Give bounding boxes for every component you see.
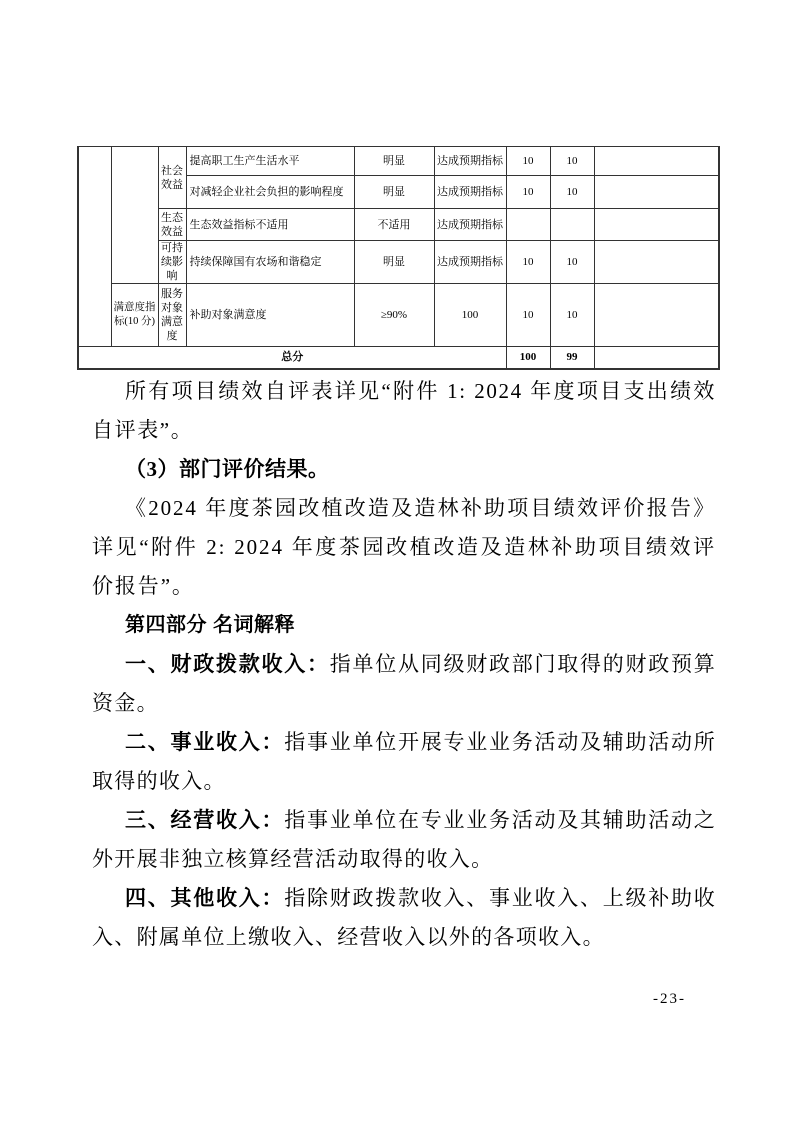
cell-group-sustainability: 可持续影响 <box>158 241 186 284</box>
cell-completion: 达成预期指标 <box>434 209 506 241</box>
term-label: 二、事业收入： <box>125 730 285 754</box>
paragraph-self-eval-note: 所有项目绩效自评表详见“附件 1: 2024 年度项目支出绩效自评表”。 <box>92 379 716 442</box>
cell-subcategory-continued <box>111 147 158 284</box>
term-operating-income <box>92 723 716 801</box>
cell-note <box>594 241 719 284</box>
table-row <box>78 284 719 347</box>
cell-target: 明显 <box>354 147 434 176</box>
cell-score: 10 <box>550 241 594 284</box>
cell-satisfaction-category: 满意度指标(10 分) <box>111 284 158 347</box>
cell-points: 10 <box>506 241 550 284</box>
cell-total-points: 100 <box>506 347 550 369</box>
table-row <box>78 147 719 176</box>
term-label: 三、经营收入： <box>125 808 285 832</box>
cell-score: 10 <box>550 147 594 176</box>
table-row <box>78 209 719 241</box>
cell-completion: 100 <box>434 284 506 347</box>
term-definition: 指事业单位开展专业业务活动及辅助活动所取得的收入。 <box>92 730 716 793</box>
term-label: 四、其他收入： <box>125 886 285 910</box>
cell-target: ≥90% <box>354 284 434 347</box>
heading-part4-glossary: 第四部分 名词解释 <box>125 614 296 636</box>
cell-points: 10 <box>506 147 550 176</box>
paragraph-eval-report-note: 《2024 年度茶园改植改造及造林补助项目绩效评价报告》详见“附件 2: 2024 年度茶园改植改造及造林补助项目绩效评价报告”。 <box>92 496 716 598</box>
cell-target: 不适用 <box>354 209 434 241</box>
cell-points: 10 <box>506 284 550 347</box>
cell-group-eco-benefit: 生态效益 <box>158 209 186 241</box>
cell-completion: 达成预期指标 <box>434 176 506 209</box>
cell-indicator: 补助对象满意度 <box>186 284 354 347</box>
cell-score <box>550 209 594 241</box>
cell-total-score: 99 <box>550 347 594 369</box>
cell-total-note <box>594 347 719 369</box>
cell-note <box>594 176 719 209</box>
cell-target: 明显 <box>354 241 434 284</box>
cell-points: 10 <box>506 176 550 209</box>
cell-target: 明显 <box>354 176 434 209</box>
term-label: 一、财政拨款收入： <box>125 652 330 676</box>
cell-note <box>594 147 719 176</box>
page-number: -23- <box>653 991 686 1007</box>
cell-indicator: 生态效益指标不适用 <box>186 209 354 241</box>
term-definition: 指单位从同级财政部门取得的财政预算资金。 <box>92 652 716 715</box>
cell-score: 10 <box>550 284 594 347</box>
cell-category-continued <box>78 147 111 347</box>
term-definition: 指除财政拨款收入、事业收入、上级补助收入、附属单位上缴收入、经营收入以外的各项收入。 <box>92 886 716 949</box>
cell-indicator: 对减轻企业社会负担的影响程度 <box>186 176 354 209</box>
term-definition: 指事业单位在专业业务活动及其辅助活动之外开展非独立核算经营活动取得的收入。 <box>92 808 716 871</box>
cell-note <box>594 284 719 347</box>
table-row <box>78 241 719 284</box>
term-fiscal-appropriation-income <box>92 645 716 723</box>
cell-total-label: 总分 <box>78 347 506 369</box>
performance-indicator-table <box>77 146 720 370</box>
term-other-income <box>92 879 716 957</box>
cell-indicator: 提高职工生产生活水平 <box>186 147 354 176</box>
cell-completion: 达成预期指标 <box>434 147 506 176</box>
cell-note <box>594 209 719 241</box>
cell-points <box>506 209 550 241</box>
cell-score: 10 <box>550 176 594 209</box>
cell-indicator: 持续保障国有农场和谐稳定 <box>186 241 354 284</box>
heading-dept-eval-result: （3）部门评价结果。 <box>125 457 330 481</box>
cell-group-social-benefit: 社会效益 <box>158 147 186 209</box>
body-text <box>92 372 716 957</box>
cell-group-service-target: 服务对象满意度 <box>158 284 186 347</box>
term-business-income <box>92 801 716 879</box>
cell-completion: 达成预期指标 <box>434 241 506 284</box>
table-total-row <box>78 347 719 369</box>
